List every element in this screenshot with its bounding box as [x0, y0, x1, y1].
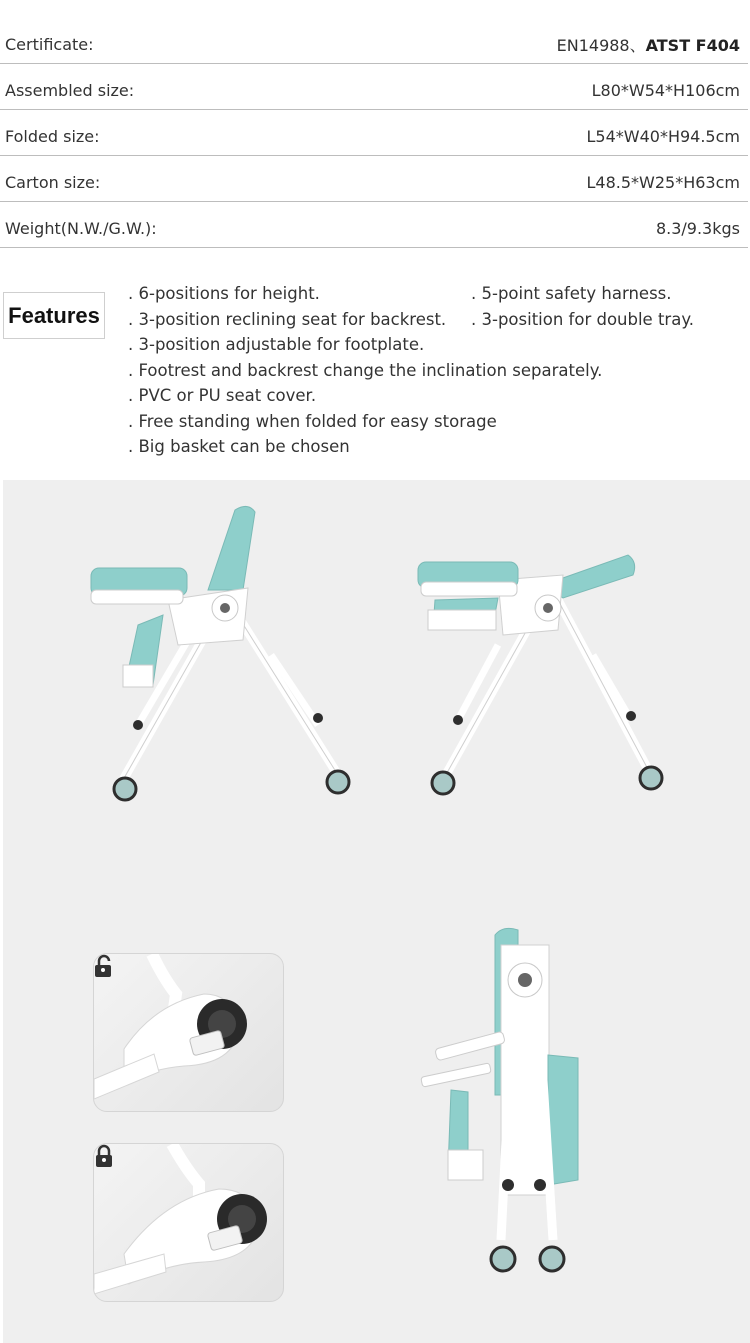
spec-row-carton-size — [0, 156, 748, 202]
wheel-brake-photo — [94, 1144, 284, 1302]
feature-text: . Footrest and backrest change the inclination separately. — [128, 360, 603, 380]
feature-line — [128, 409, 602, 435]
wheel-unlocked-detail — [93, 953, 284, 1112]
spec-value-bold: ATST F404 — [645, 36, 740, 55]
wheel-locked-detail — [93, 1143, 284, 1302]
spec-row-certificate — [0, 18, 748, 64]
spec-value: L54*W40*H94.5cm — [586, 127, 740, 146]
feature-text: . 5-point safety harness. — [471, 284, 672, 303]
feature-line — [128, 434, 602, 460]
features-heading: Features — [3, 292, 105, 339]
spec-row-folded-size — [0, 110, 748, 156]
highchair-reclined-photo — [418, 555, 662, 794]
spec-label: Carton size: — [5, 173, 101, 192]
feature-text: . 3-position adjustable for footplate. — [128, 335, 425, 354]
feature-line — [128, 281, 672, 307]
feature-line — [128, 358, 602, 384]
spec-value: 8.3/9.3kgs — [655, 219, 740, 238]
highchair-folded-photo — [421, 928, 578, 1271]
feature-line — [128, 307, 694, 333]
feature-text: . 3-position reclining seat for backrest. — [128, 309, 447, 329]
product-photo-panel — [3, 480, 750, 1343]
spec-value — [557, 33, 740, 56]
spec-label: Certificate: — [5, 35, 94, 54]
spec-value: L80*W54*H106cm — [591, 81, 740, 100]
feature-text: . Big basket can be chosen — [128, 437, 350, 456]
feature-text: . PVC or PU seat cover. — [128, 386, 317, 405]
feature-line — [128, 383, 602, 409]
spec-table — [0, 18, 748, 248]
feature-text: . 6-positions for height. — [128, 284, 320, 303]
feature-line — [128, 332, 602, 358]
spec-value-text: EN14988、 — [556, 36, 646, 55]
wheel-brake-photo — [94, 954, 284, 1112]
spec-row-weight — [0, 202, 748, 248]
spec-label: Weight(N.W./G.W.): — [5, 219, 157, 238]
feature-text: . Free standing when folded for easy storage — [128, 411, 497, 431]
spec-label: Folded size: — [5, 127, 100, 146]
lock-icon — [94, 1144, 114, 1168]
features-list — [128, 281, 694, 460]
spec-label: Assembled size: — [5, 81, 135, 100]
unlock-icon — [94, 954, 114, 978]
spec-value: L48.5*W25*H63cm — [586, 173, 740, 192]
spec-row-assembled-size — [0, 64, 748, 110]
highchair-upright-photo — [91, 506, 349, 800]
feature-text: . 3-position for double tray. — [471, 309, 694, 329]
